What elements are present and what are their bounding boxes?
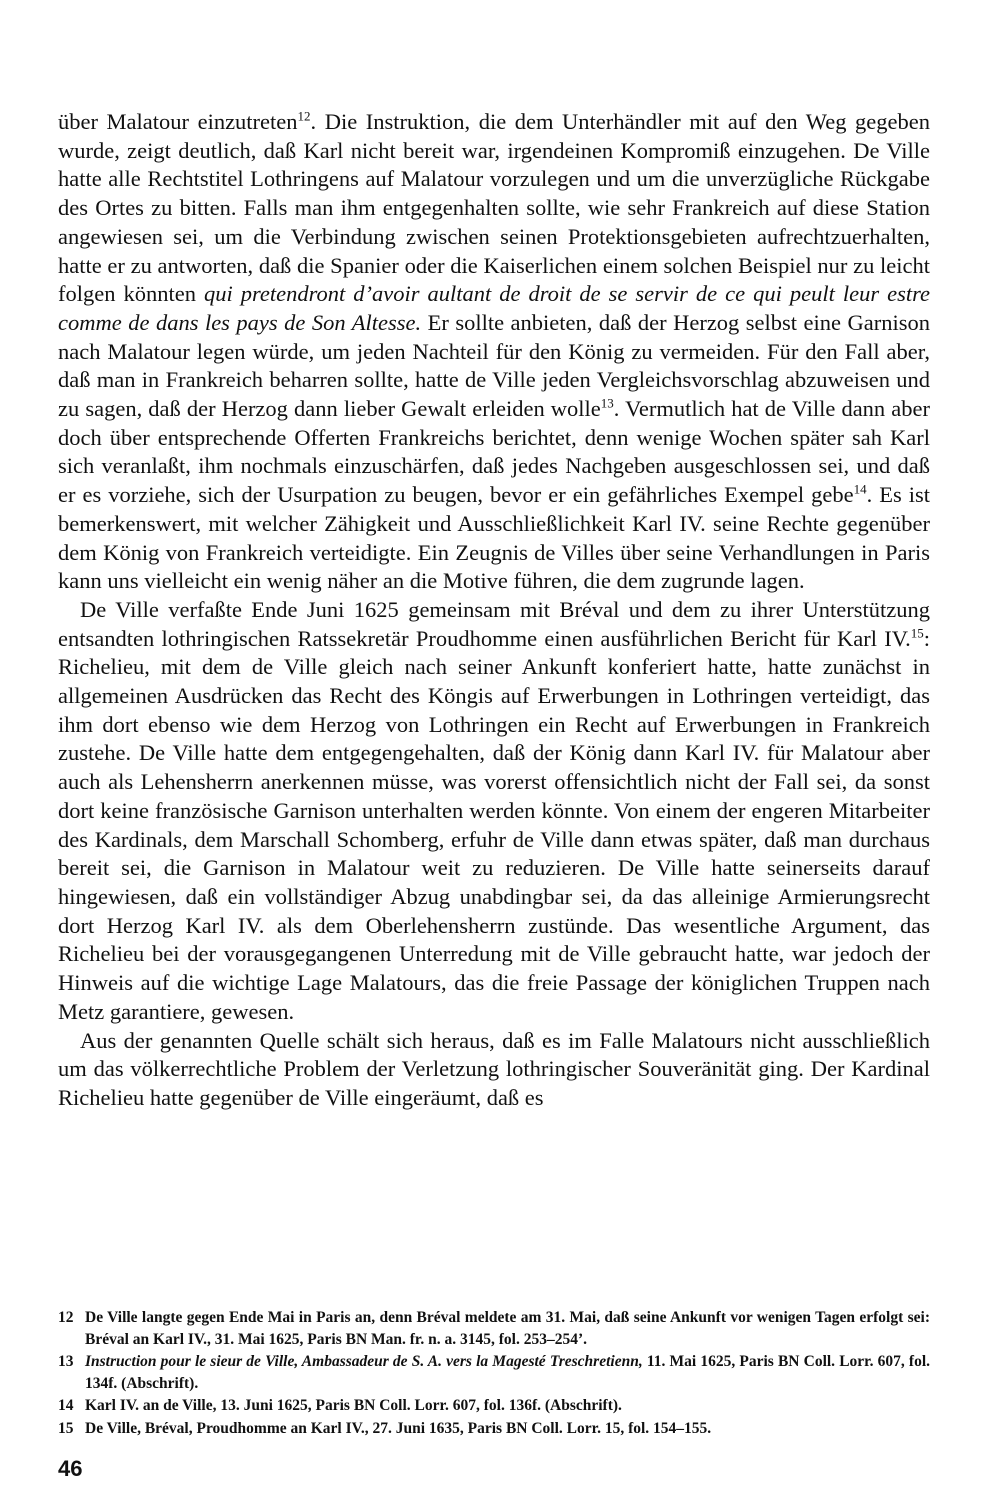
footnote-number: 13	[58, 1353, 74, 1370]
text-run: : Richelieu, mit dem de Ville gleich nach seiner Ankunft konferiert hatte, hatte zunächst in allgemeinen Ausdrücken das Recht des Köngis auf Erwerbungen in Lothringen verteidigt, das ihm dort ebenso wie dem Herzog von Lothringen ein Recht auf Erwerbungen in Frankreich zustehe. De Ville hatte dem entgegengehalten, daß der König dann Karl IV. für Malatour aber auch als Lehensherrn anerkennen müsse, was vorerst offensichtlich nicht der Fall sei, da sonst dort keine französische Garnison unterhalten werden könnte. Von einem der engeren Mitarbeiter des Kardinals, dem Marschall Schomberg, erfuhr de Ville dann etwas später, daß man durchaus bereit sei, die Garnison in Malatour weit zu reduzieren. De Ville hatte seinerseits darauf hingewiesen, daß ein vollständiger Abzug unabdingbar sei, da das alleinige Armierungsrecht dort Herzog Karl IV. als dem Oberlehensherrn zustünde. Das wesentliche Argument, das Richelieu bei der vorausgegangenen Unterredung mit de Ville gebraucht hatte, war jedoch der Hinweis auf die wichtige Lage Malatours, das die freie Passage der königlichen Truppen nach Metz garantiere, gewesen.	[58, 625, 930, 1024]
text-run: De Ville verfaßte Ende Juni 1625 gemeinsam mit Bréval und dem zu ihrer Unterstützung entsandten lothringischen Ratssekretär Proudhomme einen ausführlichen Bericht für Karl IV.	[58, 596, 930, 651]
footnote	[58, 1418, 930, 1440]
footnote-title: Instruction pour le sieur de Ville, Ambassadeur de S. A. vers la Magesté Treschretienn,	[85, 1353, 643, 1370]
footnote-ref-13: 13	[600, 395, 614, 411]
paragraph	[58, 108, 930, 596]
footnote-text: Karl IV. an de Ville, 13. Juni 1625, Paris BN Coll. Lorr. 607, fol. 136f. (Abschrift).	[85, 1397, 622, 1414]
paragraph	[58, 596, 930, 1027]
footnote-number: 15	[58, 1419, 74, 1437]
main-text	[58, 108, 930, 1113]
footnote-text: De Ville, Bréval, Proudhomme an Karl IV., 27. Juni 1635, Paris BN Coll. Lorr. 15, fol. 154–155.	[85, 1419, 712, 1437]
french-quote: qui pretendront d’avoir aultant de droit de se servir de ce qui peult leur estre comme de dans les pays de Son Altesse.	[58, 281, 930, 335]
footnote-number: 12	[58, 1309, 74, 1326]
text-run: . Es ist bemerkenswert, mit welcher Zähigkeit und Ausschließlichkeit Karl IV. seine Rechte gegenüber dem König von Frankreich verteidigte. Ein Zeugnis de Villes über seine Verhandlungen in Paris kann uns vielleicht ein wenig näher an die Motive führen, die dem zugrunde lagen.	[58, 482, 930, 594]
text-run: . Die Instruktion, die dem Unterhändler mit auf den Weg gegeben wurde, zeigt deutlich, daß Karl nicht bereit war, irgendeinen Kompromiß einzugehen. De Ville hatte alle Rechtstitel Lothringens auf Malatour vorzulegen und um die unverzügliche Rückgabe des Ortes zu bitten. Falls man ihm entgegenhalten sollte, wie sehr Frankreich auf diese Station angewiesen sei, um die Verbindung zwischen seinen Protektionsgebieten aufrechtzuerhalten, hatte er zu antworten, daß die Spanier oder die Kaiserlichen einem solchen Beispiel nur zu leicht folgen könnten	[58, 109, 930, 307]
footnote-ref-15: 15	[910, 625, 924, 641]
text-run: über Malatour einzutreten	[58, 109, 298, 134]
footnote-text: De Ville langte gegen Ende Mai in Paris an, denn Bréval meldete am 31. Mai, daß seine Ankunft vor wenigen Tagen erfolgt sei: Bréval an Karl IV., 31. Mai 1625, Paris BN Man. fr. n. a. 3145, fol. 253–254’.	[85, 1309, 930, 1348]
footnote-ref-12: 12	[297, 108, 311, 124]
text-run: . Vermutlich hat de Ville dann aber doch über entsprechende Offerten Frankreichs berichtet, denn wenige Wochen später sah Karl sich veranlaßt, ihm nochmals einzuschärfen, daß jedes Nachgeben ausgeschlossen sei, und daß er es vorziehe, sich der Usurpation zu beugen, bevor er ein gefährliches Exempel gebe	[58, 396, 930, 508]
footnote	[58, 1307, 930, 1350]
text-run: Aus der genannten Quelle schält sich heraus, daß es im Falle Malatours nicht ausschließlich um das völkerrechtliche Problem der Verletzung lothringischer Souveränität ging. Der Kardinal Richelieu hatte gegenüber de Ville eingeräumt, daß es	[58, 1027, 930, 1110]
footnotes	[58, 1307, 930, 1440]
footnote	[58, 1395, 930, 1417]
footnote-text: 11. Mai 1625, Paris BN Coll. Lorr. 607, fol. 134f. (Abschrift).	[85, 1353, 931, 1392]
footnote-ref-14: 14	[853, 481, 867, 497]
text-run: Er sollte anbieten, daß der Herzog selbst eine Garnison nach Malatour legen würde, um jeden Nachteil für den König zu vermeiden. Für den Fall aber, daß man in Frankreich beharren sollte, hatte de Ville jeden Vergleichsvorschlag abzuweisen und zu sagen, daß der Herzog dann lieber Gewalt erleiden wolle	[58, 309, 930, 422]
footnote-number: 14	[58, 1397, 74, 1414]
book-page	[58, 0, 930, 1504]
page-number: 46	[58, 1456, 83, 1481]
paragraph	[58, 1027, 930, 1113]
footnote	[58, 1351, 930, 1394]
